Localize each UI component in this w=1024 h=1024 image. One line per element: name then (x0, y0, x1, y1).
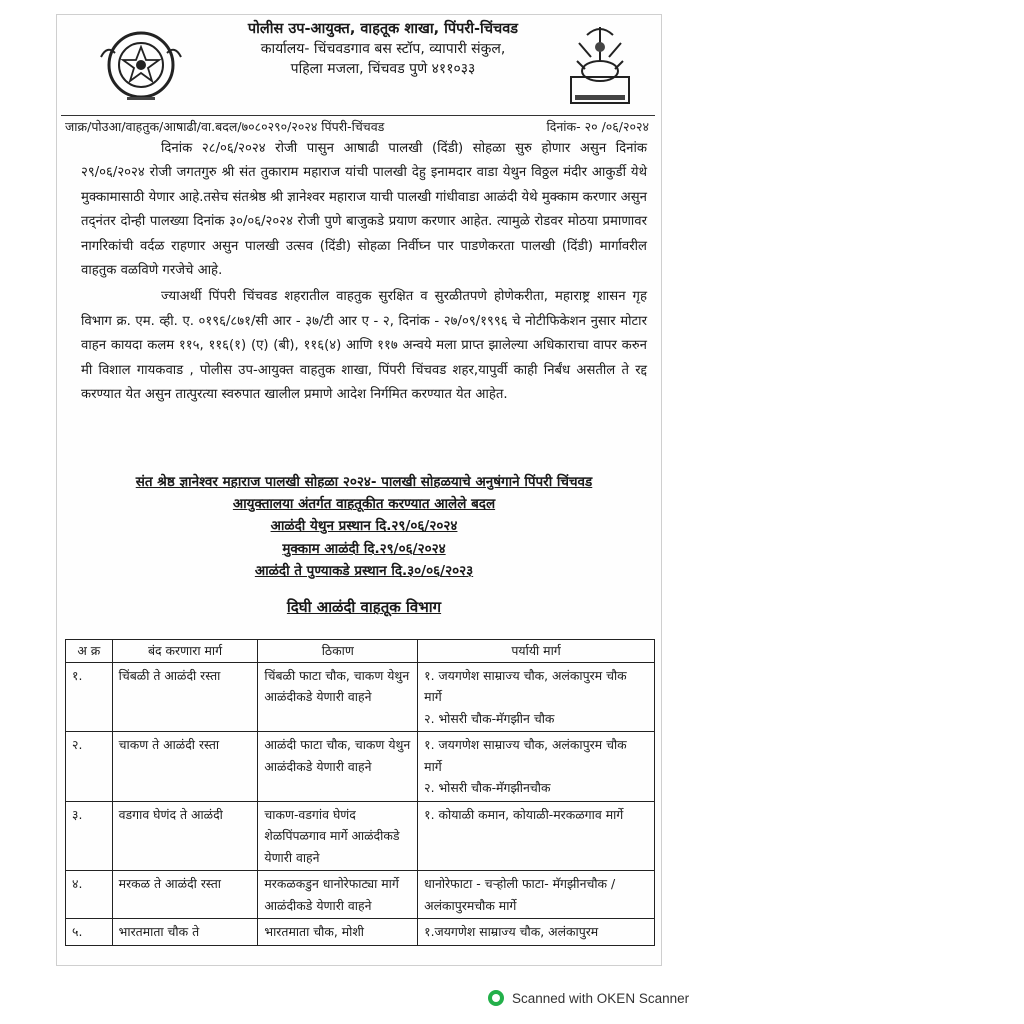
letterhead-text (193, 19, 573, 79)
body-paragraph-1: दिनांक २८/०६/२०२४ रोजी पासुन आषाढी पालखी (दिंडी) सोहळा सुरु होणार असुन दिनांक २९/०६/२०२४ रोजी जगतगुरु श्री संत तुकाराम महाराज यांची पालखी देहु इनामदार वाडा येथुन विठ्ठल मंदीर आकुर्डी येथे मुक्कामासाठी येणार आहे.तसेच संतश्रेष्ठ श्री ज्ञानेश्वर महाराज याची पालखी गांधीवाडा आळंदी येथे मुक्काम करणार असुन तद्नंतर दोन्ही पालख्या दिनांक ३०/०६/२०२४ रोजी पुणे बाजुकडे प्रयाण करणार आहेत. त्यामुळे रोडवर मोठया प्रमाणावर नागरिकांची वर्दळ राहणार असुन पालखी उत्सव (दिंडी) सोहळा निर्वीघ्न पार पाडणेकरता पालखी (दिंडी) मार्गावरील वाहतुक वळविणे गरजेचे आहे. (81, 141, 647, 279)
row-serial: ३. (66, 801, 113, 871)
scanner-text: Scanned with OKEN Scanner (512, 990, 690, 1006)
table-header-row (66, 640, 655, 663)
office-title: पोलीस उप-आयुक्त, वाहतूक शाखा, पिंपरी-चिंचवड (247, 21, 519, 37)
alternate-route-1: धानोरेफाटा - चऱ्होली फाटा- मॅगझीनचौक /अलंकापुरमचौक मार्गे (424, 876, 616, 913)
order-heading (81, 471, 647, 582)
row-serial: २. (66, 732, 113, 802)
alternate-route-2: २. भोसरी चौक-मॅगझीनचौक (424, 780, 551, 795)
heading-line-1: संत श्रेष्ठ ज्ञानेश्वर महाराज पालखी सोहळा २०२४- पालखी सोहळयाचे अनुषंगाने पिंपरी चिंचवड (135, 474, 593, 490)
table-row (66, 732, 655, 802)
header-location: ठिकाण (258, 640, 418, 663)
table-row (66, 662, 655, 732)
row-closed-road: मरकळ ते आळंदी रस्ता (112, 871, 258, 919)
office-address-line1: कार्यालय- चिंचवडगाव बस स्टॉप, व्यापारी संकुल, (260, 41, 506, 57)
heading-line-4: मुक्काम आळंदी दि.२९/०६/२०२४ (282, 540, 446, 557)
route-diversion-table (65, 639, 655, 946)
row-location: चिंबळी फाटा चौक, चाकण येथुन आळंदीकडे येणारी वाहने (258, 662, 418, 732)
row-serial: ४. (66, 871, 113, 919)
alternate-route-1: १. जयगणेश साम्राज्य चौक, अलंकापुरम चौक मार्गे (424, 667, 627, 704)
header-serial-no: अ क्र (66, 640, 113, 663)
section-title: दिघी आळंदी वाहतूक विभाग (286, 598, 442, 616)
alternate-route-1: १.जयगणेश साम्राज्य चौक, अलंकापुरम (424, 924, 599, 939)
reference-date: दिनांक- २० /०६/२०२४ (546, 119, 649, 134)
alternate-route-1: १. जयगणेश साम्राज्य चौक, अलंकापुरम चौक मार्गे (424, 737, 627, 774)
alternate-route-1: १. कोयाळी कमान, कोयाळी-मरकळगाव मार्गे (424, 806, 624, 822)
document-page (56, 14, 662, 966)
scanner-logo-icon (488, 990, 504, 1006)
row-closed-road: चाकण ते आळंदी रस्ता (112, 732, 258, 802)
heading-line-2: आयुक्तालया अंतर्गत वाहतूकीत करण्यात आलेले बदल (232, 496, 496, 513)
row-location: भारतमाता चौक, मोशी (258, 919, 418, 946)
row-alternate-route (418, 871, 655, 919)
row-location: चाकण-वडगांव घेणंद शेळपिंपळगाव मार्गे आळंदीकडे येणारी वाहने (258, 801, 418, 871)
heading-line-5: आळंदी ते पुण्याकडे प्रस्थान दि.३०/०६/२०२३ (254, 562, 474, 579)
table-row (66, 919, 655, 946)
letterhead (63, 19, 655, 109)
row-closed-road: भारतमाता चौक ते (112, 919, 258, 946)
office-address-line2: पहिला मजला, चिंचवड पुणे ४११०३३ (290, 61, 476, 77)
row-alternate-route (418, 732, 655, 802)
row-serial: १. (66, 662, 113, 732)
row-location: मरकळकडुन धानोरेफाट्या मार्गे आळंदीकडे येणारी वाहने (258, 871, 418, 919)
table-row (66, 871, 655, 919)
reference-row (61, 115, 655, 138)
row-alternate-route (418, 919, 655, 946)
heading-line-3: आळंदी येथुन प्रस्थान दि.२९/०६/२०२४ (270, 518, 458, 535)
body-paragraph-2: ज्याअर्थी पिंपरी चिंचवड शहरातील वाहतुक सुरक्षित व सुरळीतपणे होणेकरीता, महाराष्ट्र शासन गृह विभाग क्र. एम. व्ही. ए. ०१९६/८७१/सी आर - ३७/टी आर ए - २, दिनांक - २७/०९/१९९६ चे नोटीफिकेशन नुसार मोटार वाहन कायदा कलम ११५, ११६(१) (ए) (बी), ११६(४) आणि ११७ अन्वये मला प्राप्त झालेल्या अधिकाराचा वापर करुन मी विशाल गायकवाड , पोलीस उप-आयुक्त वाहतुक शाखा, पिंपरी चिंचवड शहर,यापुर्वी काही निर्बंध असतील ते रद्द करण्यात येत असुन तात्पुरत्या स्वरुपात खालील प्रमाणे आदेश निर्गमित करण्यात येत आहेत. (81, 289, 647, 403)
alternate-route-2: २. भोसरी चौक-मॅगझीन चौक (424, 710, 555, 726)
row-alternate-route (418, 801, 655, 871)
row-closed-road: वडगाव घेणंद ते आळंदी (112, 801, 258, 871)
scanner-watermark (488, 990, 689, 1006)
order-body (81, 137, 647, 407)
row-serial: ५. (66, 919, 113, 946)
police-seal-logo (93, 27, 189, 107)
city-emblem-logo (565, 21, 635, 107)
reference-number: जाक्र/पोउआ/वाहतुक/आषाढी/वा.बदल/७०८०२९०/२०२४ पिंपरी-चिंचवड (65, 119, 385, 134)
table-row (66, 801, 655, 871)
header-alternate-route: पर्यायी मार्ग (418, 640, 655, 663)
row-alternate-route (418, 662, 655, 732)
header-closed-road: बंद करणारा मार्ग (112, 640, 258, 663)
row-closed-road: चिंबळी ते आळंदी रस्ता (112, 662, 258, 732)
row-location: आळंदी फाटा चौक, चाकण येथुन आळंदीकडे येणारी वाहने (258, 732, 418, 802)
